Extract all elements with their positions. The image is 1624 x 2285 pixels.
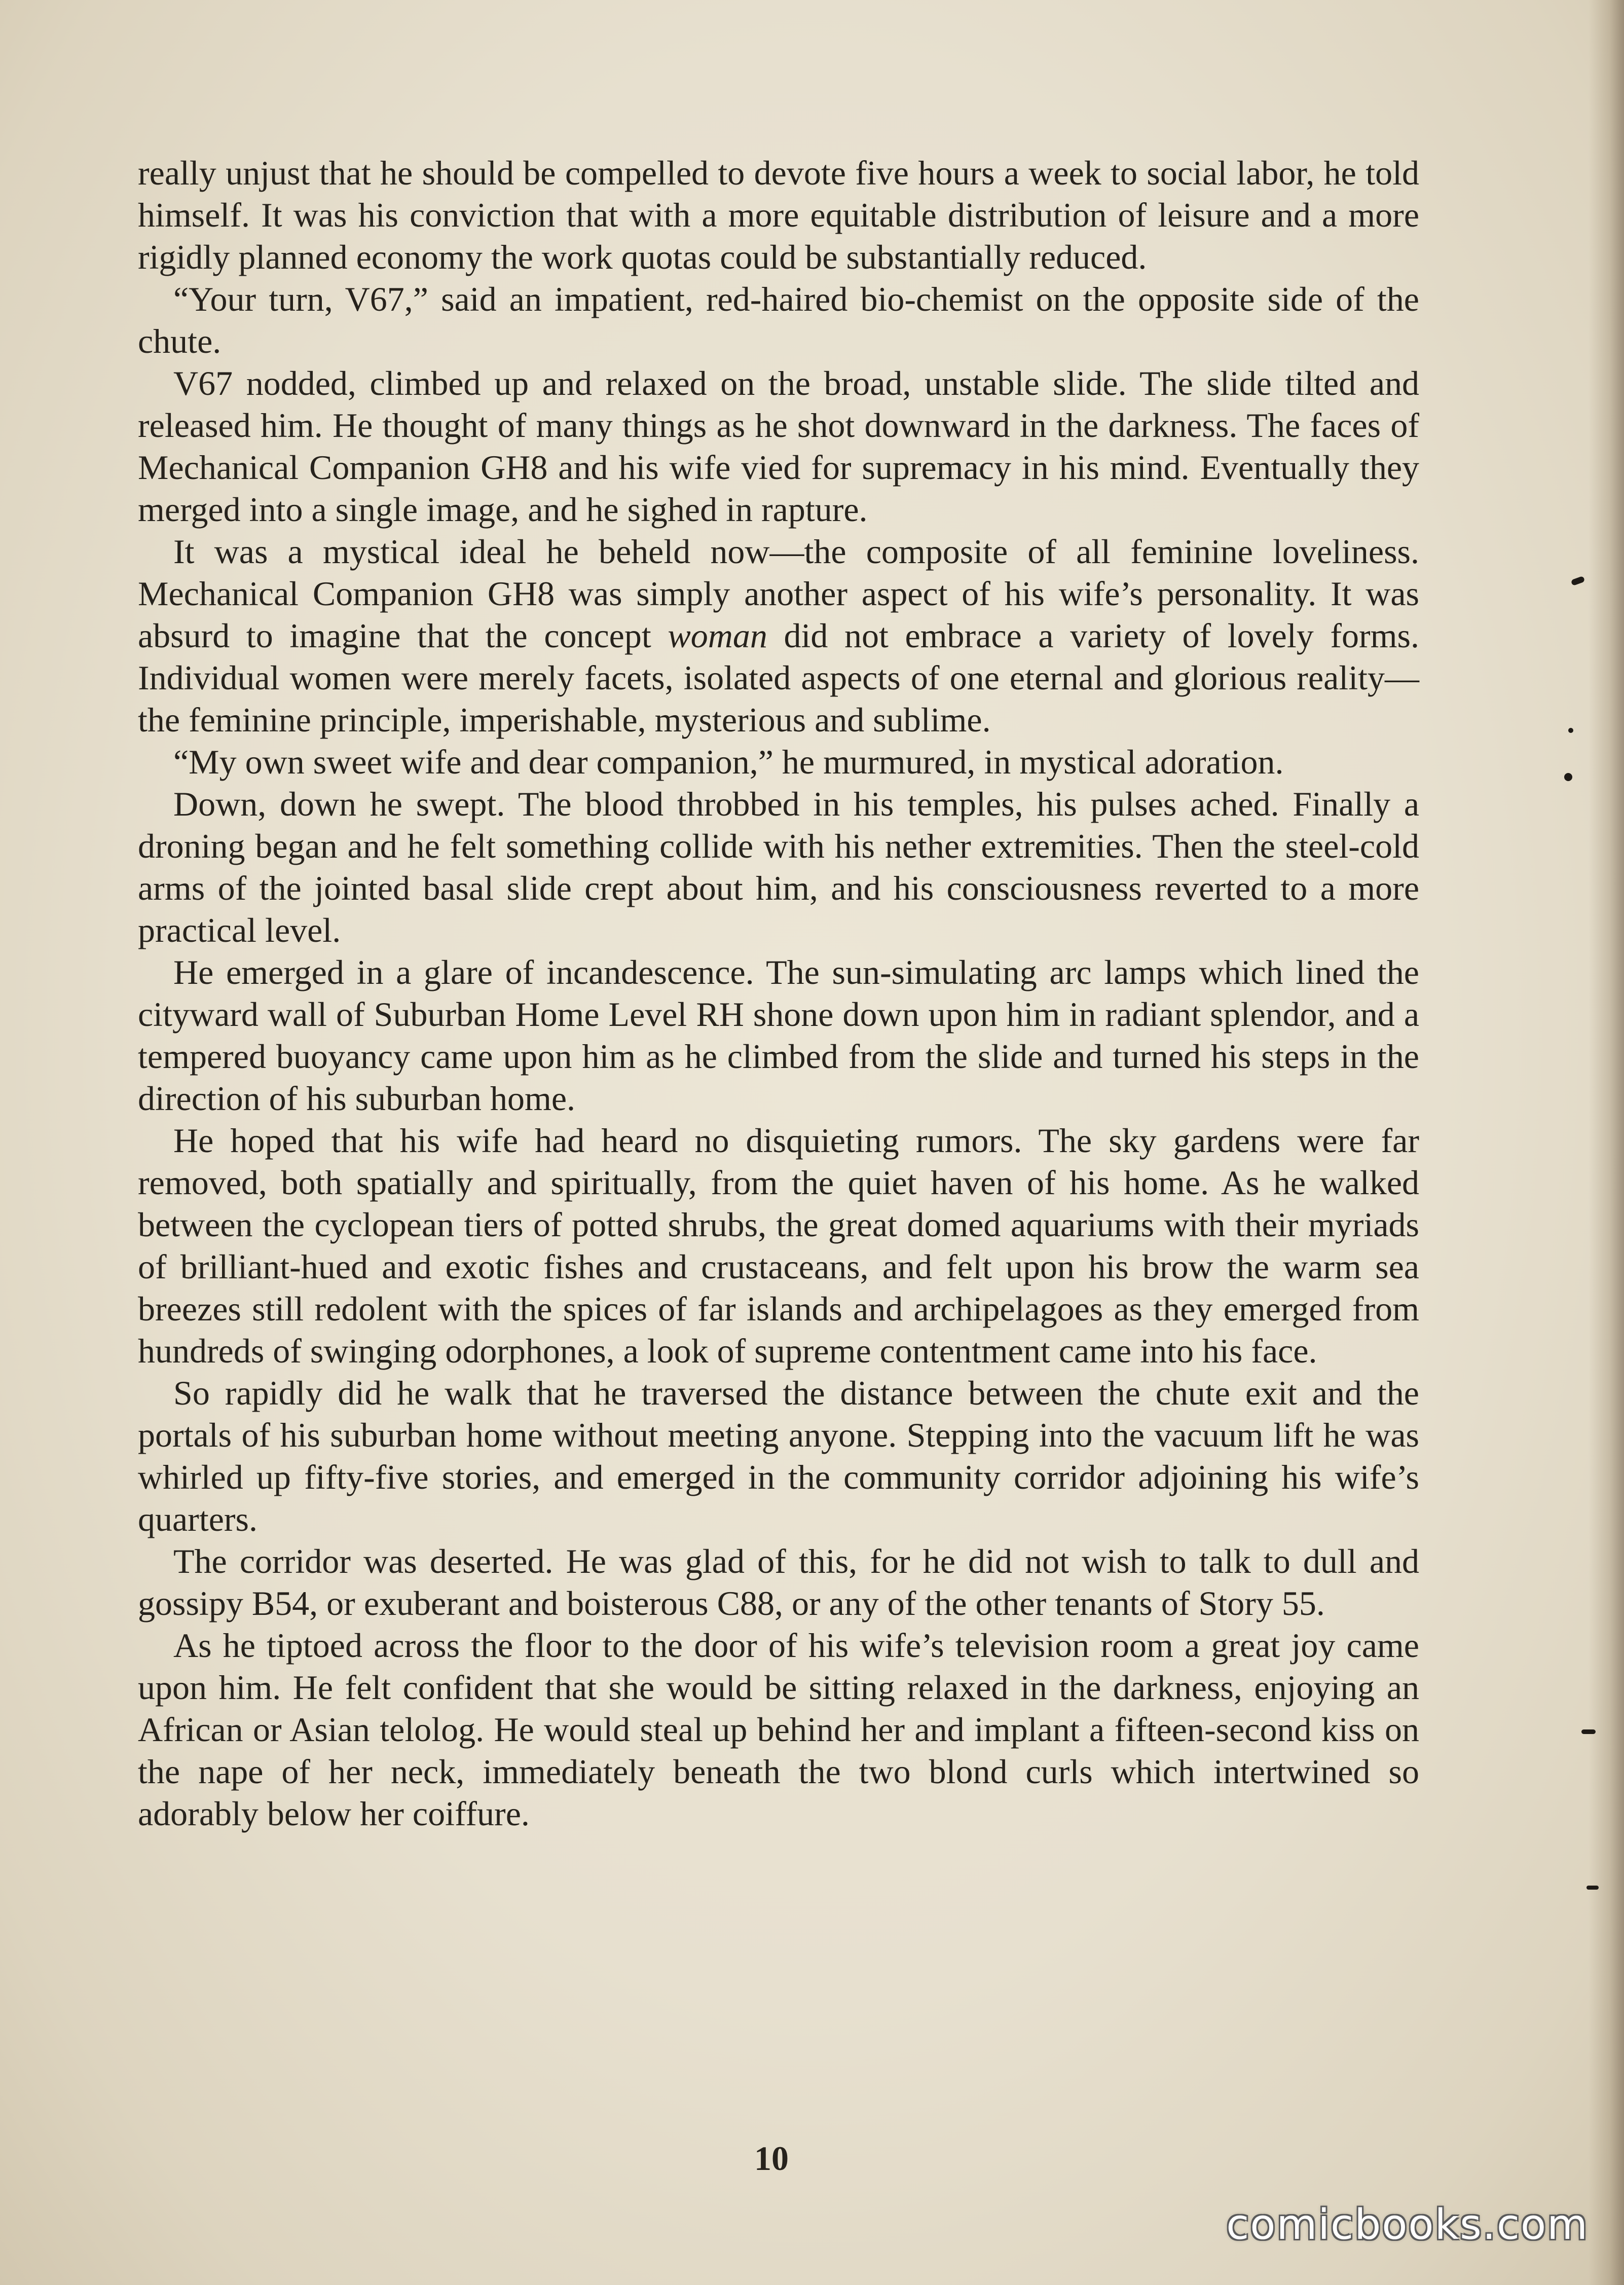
ink-speck — [1564, 773, 1572, 781]
paragraph-5: “My own sweet wife and dear companion,” he murmured, in mystical adoration. — [173, 743, 1284, 781]
paragraph-7: He emerged in a glare of incandescence. The sun-simulating arc lamps which lined the cityward wall of Suburban Home Level RH shone down upon him in radiant splendor, and a tempered buoyancy came upon him as he climbed from the slide and turned his steps in the direction of his suburban home. — [138, 953, 1419, 1118]
page-edge-shadow — [1589, 0, 1624, 2285]
paragraph-1: really unjust that he should be compelled to devote five hours a week to social labor, he told himself. It was his conviction that with a more equitable distribution of leisure and a more rigidly planned economy the work quotas could be substantially reduced. — [138, 154, 1419, 276]
paragraph-3: V67 nodded, climbed up and relaxed on the broad, unstable slide. The slide tilted and released him. He thought of many things as he shot downward in the darkness. The faces of Mechanical Companion GH8 and his wife vied for supremacy in his mind. Eventually they merged into a single image, and he sighed in rapture. — [138, 364, 1419, 529]
ink-speck — [1568, 728, 1573, 733]
paragraph-10: The corridor was deserted. He was glad of this, for he did not wish to talk to dull and gossipy B54, or exuberant and boisterous C88, or any of the other tenants of Story 55. — [138, 1542, 1419, 1623]
paragraph-6: Down, down he swept. The blood throbbed in his temples, his pulses ached. Finally a droning began and he felt something collide with his nether extremities. Then the steel-cold arms of the jointed basal slide crept about him, and his consciousness reverted to a more practical level. — [138, 785, 1419, 949]
watermark: comicbooks.com — [1226, 2201, 1589, 2249]
paragraph-4: It was a mystical ideal he beheld now—the composite of all feminine loveliness. Mechanical Companion GH8 was simply another aspect of his wife’s personality. It was absurd to imagine that the concept woman did not embrace a variety of lovely forms. Individual women were merely facets, isolated aspects of one eternal and glorious reality—the feminine principle, imperishable, mysterious and sublime. — [138, 532, 1420, 739]
ink-speck — [1571, 576, 1585, 586]
body-text — [138, 152, 1419, 1835]
page-number: 10 — [754, 2139, 789, 2178]
paragraph-9: So rapidly did he walk that he traversed the distance between the chute exit and the portals of his suburban home without meeting anyone. Stepping into the vacuum lift he was whirled up fifty-five stories, and emerged in the community corridor adjoining his wife’s quarters. — [138, 1374, 1419, 1538]
paragraph-2: “Your turn, V67,” said an impatient, red-haired bio-chemist on the opposite side of the chute. — [138, 280, 1419, 360]
ink-speck — [1586, 1886, 1599, 1890]
paragraph-8: He hoped that his wife had heard no disquieting rumors. The sky gardens were far removed, both spatially and spiritually, from the quiet haven of his home. As he walked between the cyclopean tiers of potted shrubs, the great domed aquariums with their myriads of brilliant-hued and exotic fishes and crustaceans, and felt upon his brow the warm sea breezes still redolent with the spices of far islands and archipelagoes as they emerged from hundreds of swinging odorphones, a look of supreme contentment came into his face. — [138, 1121, 1419, 1370]
ink-speck — [1581, 1729, 1596, 1734]
paragraph-11: As he tiptoed across the floor to the door of his wife’s television room a great joy came upon him. He felt confident that she would be sitting relaxed in the darkness, enjoying an African or Asian telolog. He would steal up behind her and implant a fifteen-second kiss on the nape of her neck, immediately beneath the two blond curls which intertwined so adorably below her coiffure. — [138, 1626, 1419, 1833]
